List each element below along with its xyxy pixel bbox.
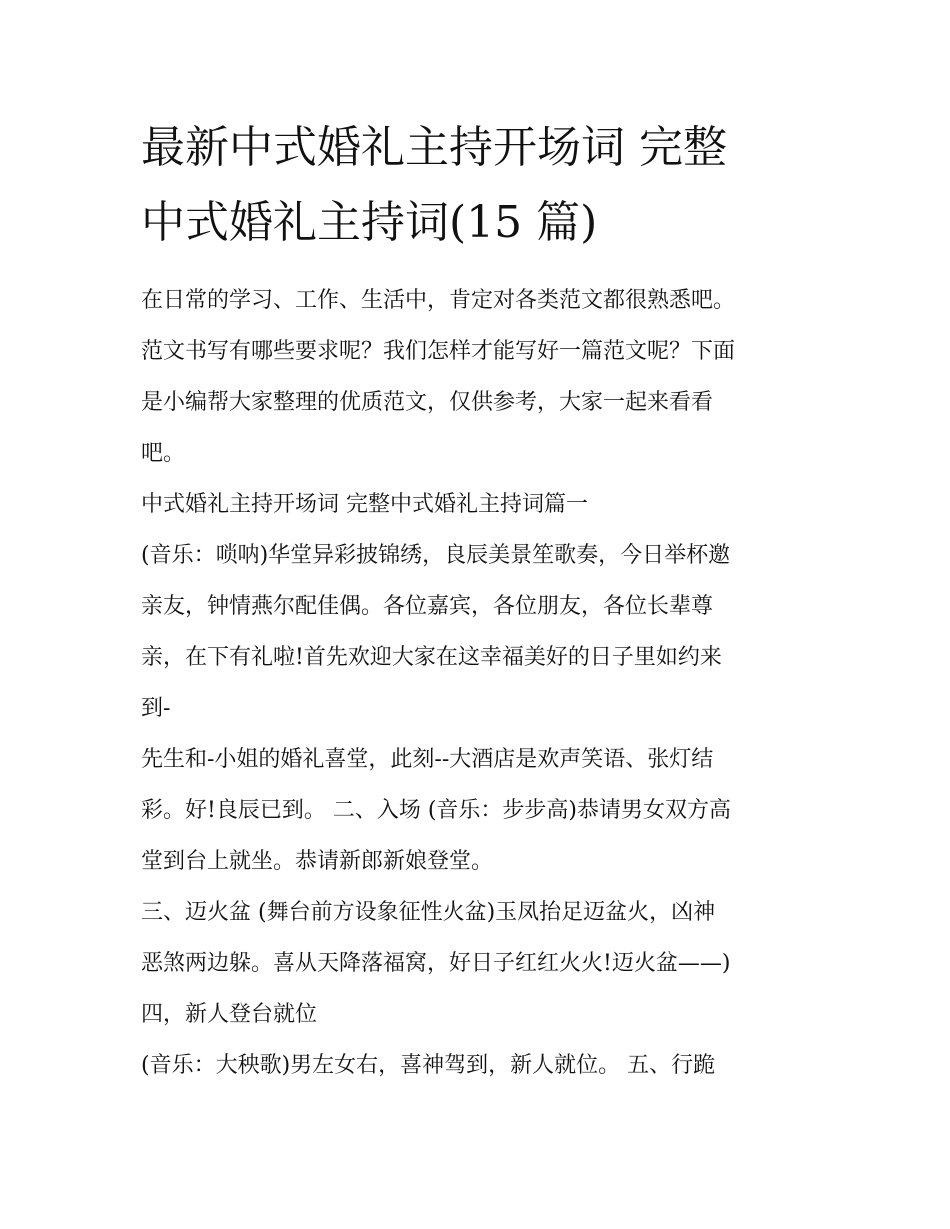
- paragraph-line-2: 范文书写有哪些要求呢？我们怎样才能写好一篇范文呢？下面: [141, 339, 736, 364]
- document-title-line-2: 中式婚礼主持词(15 篇): [141, 197, 598, 248]
- paragraph-line-8: 亲，在下有礼啦!首先欢迎大家在这幸福美好的日子里如约来: [141, 645, 722, 670]
- paragraph-line-12: 堂到台上就坐。恭请新郎新娘登堂。: [141, 849, 494, 874]
- paragraph-line-10: 先生和-小姐的婚礼喜堂，此刻--大酒店是欢声笑语、张灯结: [141, 747, 714, 772]
- paragraph-line-9: 到-: [141, 696, 171, 721]
- paragraph-line-3: 是小编帮大家整理的优质范文，仅供参考，大家一起来看看: [141, 390, 714, 415]
- paragraph-line-13: 三、迈火盆 (舞台前方设象征性火盆)玉凤抬足迈盆火，凶神: [141, 900, 716, 925]
- document-title-line-1: 最新中式婚礼主持开场词 完整: [141, 122, 727, 173]
- paragraph-line-11: 彩。好!良辰已到。 二、入场 (音乐：步步高)恭请男女双方高: [141, 798, 731, 823]
- paragraph-line-14: 恶煞两边躲。喜从天降落福窝，好日子红红火火!迈火盆——): [141, 951, 731, 976]
- section-heading: 中式婚礼主持开场词 完整中式婚礼主持词篇一: [141, 492, 588, 517]
- paragraph-line-4: 吧。: [141, 441, 186, 466]
- paragraph-line-1: 在日常的学习、工作、生活中，肯定对各类范文都很熟悉吧。: [141, 288, 736, 313]
- paragraph-line-16: (音乐：大秧歌)男左女右，喜神驾到，新人就位。 五、行跪: [141, 1053, 716, 1078]
- paragraph-line-15: 四，新人登台就位: [141, 1002, 318, 1027]
- paragraph-line-7: 亲友，钟情燕尔配佳偶。各位嘉宾，各位朋友，各位长辈尊: [141, 594, 714, 619]
- paragraph-line-6: (音乐：唢呐)华堂异彩披锦绣，良辰美景笙歌奏，今日举杯邀: [141, 543, 731, 568]
